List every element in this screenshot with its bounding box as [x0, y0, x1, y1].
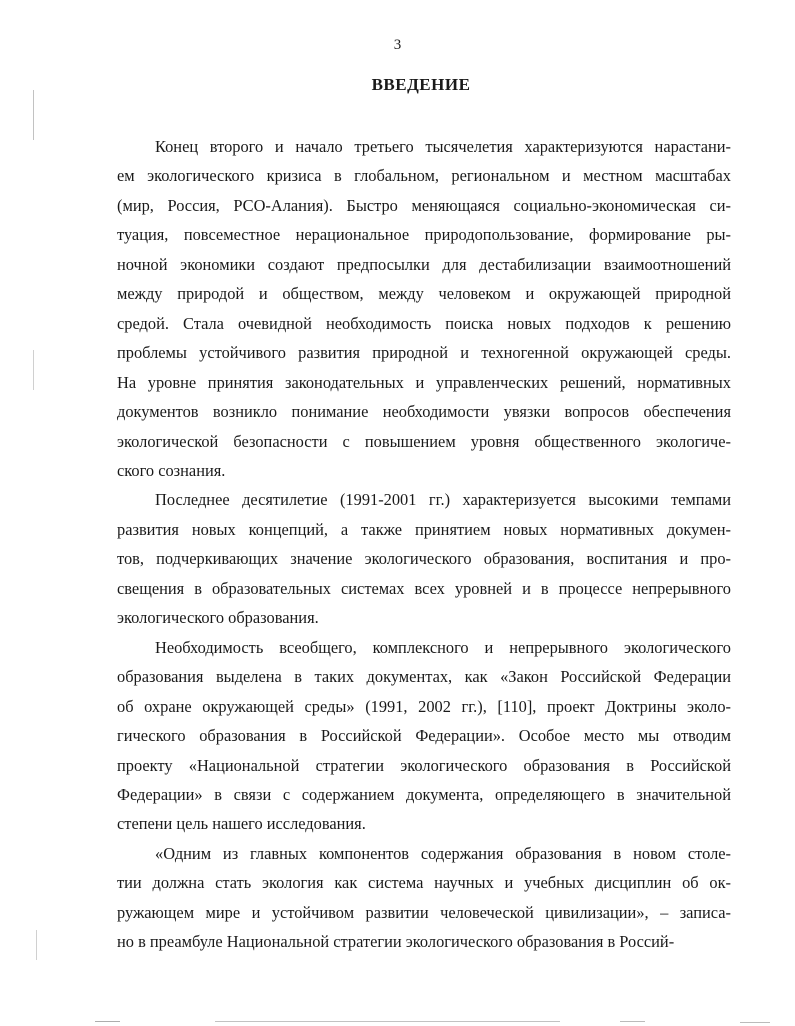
paragraph: [117, 485, 731, 632]
scan-artifact: [620, 1021, 645, 1022]
text-line: На уровне принятия законодательных и управленческих решений, нормативных: [117, 372, 731, 392]
text-line: (мир, Россия, РСО-Алания). Быстро меняющаяся социально-экономическая си-: [117, 195, 731, 215]
paragraph: [117, 839, 731, 957]
text-line: Федерации» в связи с содержанием документа, определяющего в значительной: [117, 784, 731, 804]
text-line: свещения в образовательных системах всех уровней и в процессе непрерывного: [117, 578, 731, 598]
text-line: между природой и обществом, между человеком и окружающей природной: [117, 284, 731, 304]
scan-artifact: [33, 90, 34, 140]
text-line: экологического образования.: [117, 608, 319, 628]
paragraph: [117, 633, 731, 839]
text-line: экологической безопасности с повышением уровня общественного экологиче-: [117, 431, 731, 451]
text-line: об охране окружающей среды» (1991, 2002 гг.), [110], проект Доктрины эколо-: [117, 696, 731, 716]
text-line: Конец второго и начало третьего тысячелетия характеризуются нарастани-: [155, 137, 731, 156]
text-line: средой. Стала очевидной необходимость поиска новых подходов к решению: [117, 313, 731, 333]
text-line: тии должна стать экология как система научных и учебных дисциплин об ок-: [117, 873, 731, 893]
text-line: туация, повсеместное нерациональное природопользование, формирование ры-: [117, 225, 731, 245]
text-line: «Одним из главных компонентов содержания образования в новом столе-: [155, 843, 731, 863]
scan-artifact: [215, 1021, 560, 1022]
paragraph: [117, 132, 731, 485]
scan-artifact: [33, 350, 34, 390]
text-line: документов возникло понимание необходимости увязки вопросов обеспечения: [117, 402, 731, 422]
text-line: степени цель нашего исследования.: [117, 814, 366, 834]
text-line: но в преамбуле Национальной стратегии экологического образования в Россий-: [117, 932, 675, 952]
text-line: проблемы устойчивого развития природной и техногенной окружающей среды.: [117, 343, 731, 363]
text-line: ского сознания.: [117, 460, 226, 480]
page-number: 3: [393, 37, 402, 53]
text-line: ружающем мире и устойчивом развитии человеческой цивилизации», – записа-: [117, 902, 731, 922]
body-text: [117, 132, 731, 957]
text-line: ем экологического кризиса в глобальном, региональном и местном масштабах: [117, 166, 731, 186]
text-line: гического образования в Российской Федерации». Особое место мы отводим: [117, 726, 731, 746]
text-line: образования выделена в таких документах, как «Закон Российской Федерации: [117, 667, 731, 687]
text-line: проекту «Национальной стратегии экологического образования в Российской: [117, 755, 731, 775]
section-title: ВВЕДЕНИЕ: [371, 75, 471, 94]
scan-artifact: [740, 1022, 770, 1023]
scan-artifact: [36, 930, 37, 960]
text-line: Необходимость всеобщего, комплексного и непрерывного экологического: [155, 637, 731, 657]
text-line: тов, подчеркивающих значение экологического образования, воспитания и про-: [117, 549, 731, 569]
text-line: развития новых концепций, а также принятием новых нормативных докумен-: [117, 519, 731, 539]
text-line: ночной экономики создают предпосылки для дестабилизации взаимоотношений: [117, 254, 731, 274]
scan-artifact: [95, 1021, 120, 1022]
text-line: Последнее десятилетие (1991-2001 гг.) характеризуется высокими темпами: [155, 490, 731, 510]
